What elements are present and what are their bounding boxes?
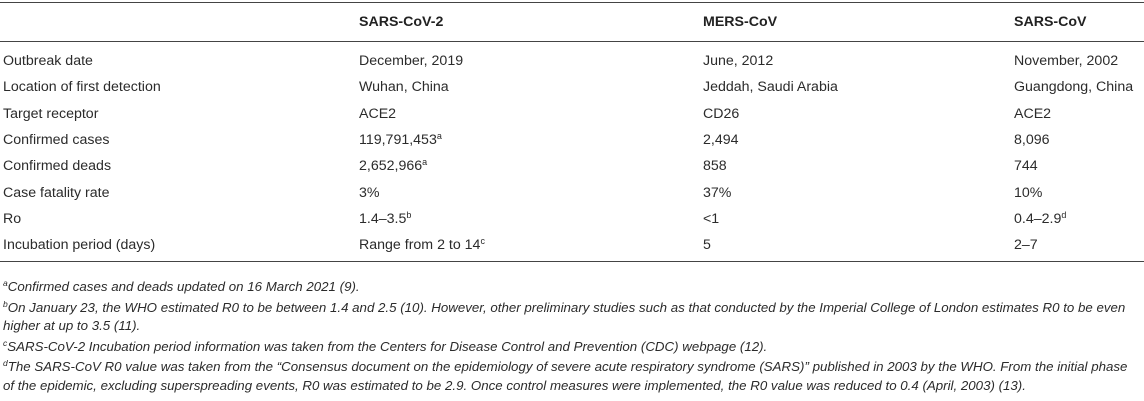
row-label-text: Outbreak date xyxy=(3,53,93,70)
row-label-text: Confirmed cases xyxy=(3,132,110,149)
header-mers-cov: MERS-CoV xyxy=(703,3,1014,42)
table-row xyxy=(0,232,1144,262)
table-row xyxy=(0,153,1144,179)
cell-sars-cov-2-text: Range from 2 to 14 xyxy=(359,237,481,254)
cell-mers-cov-text: 858 xyxy=(703,158,727,175)
footnote-text: The SARS-CoV R0 value was taken from the “Consensus document on the epidemiology of severe acute respiratory syndrome (SARS)” published in 2003 by the WHO. From the initial phase of the epidemic, excluding superspreading events, R0 was estimated to be 2.9. Once control measures were implemented, the R0 value was reduced to 0.4 (April, 2003) (13). xyxy=(3,359,1128,393)
cell-sars-cov-2-text: 3% xyxy=(359,184,380,201)
row-label xyxy=(0,127,359,153)
cell-mers-cov xyxy=(703,232,1014,262)
cell-mers-cov xyxy=(703,206,1014,232)
cell-sars-cov-text: November, 2002 xyxy=(1014,53,1119,70)
table-row xyxy=(0,74,1144,100)
footnote-mark: a xyxy=(3,278,8,288)
cell-sars-cov-2 xyxy=(359,74,703,100)
cell-sars-cov xyxy=(1014,232,1144,262)
cell-sars-cov-2-text: December, 2019 xyxy=(359,53,464,70)
cell-sars-cov-2 xyxy=(359,42,703,75)
row-label xyxy=(0,232,359,262)
row-label-text: Target receptor xyxy=(3,105,99,122)
cell-sars-cov-2 xyxy=(359,101,703,127)
footnote-marker: d xyxy=(1061,209,1067,220)
cell-mers-cov xyxy=(703,127,1014,153)
footnote-text: Confirmed cases and deads updated on 16 March 2021 (9). xyxy=(7,279,360,294)
table-row xyxy=(0,179,1144,205)
footnote-marker: c xyxy=(480,236,485,247)
footnote-marker: a xyxy=(422,157,428,168)
cell-mers-cov xyxy=(703,74,1014,100)
cell-sars-cov-text: 0.4–2.9 xyxy=(1014,210,1062,227)
cell-sars-cov xyxy=(1014,127,1144,153)
row-label-text: Ro xyxy=(3,210,22,227)
table-header-row xyxy=(0,3,1144,42)
cell-sars-cov-2 xyxy=(359,153,703,179)
footnote-mark: b xyxy=(3,298,8,309)
cell-sars-cov-text: Guangdong, China xyxy=(1014,79,1134,96)
table-row xyxy=(0,127,1144,153)
cell-sars-cov-2 xyxy=(359,206,703,232)
cell-sars-cov xyxy=(1014,42,1144,75)
cell-sars-cov-2 xyxy=(359,179,703,205)
footnote-marker: b xyxy=(406,209,412,220)
cell-sars-cov-2-text: 2,652,966 xyxy=(359,158,423,175)
cell-mers-cov-text: CD26 xyxy=(703,105,740,122)
cell-mers-cov-text: 37% xyxy=(703,184,732,201)
footnote xyxy=(3,278,1141,297)
cell-sars-cov-2-text: 1.4–3.5 xyxy=(359,210,407,227)
cell-sars-cov-2-text: ACE2 xyxy=(359,105,397,122)
cell-sars-cov-text: 744 xyxy=(1014,158,1038,175)
row-label xyxy=(0,153,359,179)
footnote-text: SARS-CoV-2 Incubation period information was taken from the Centers for Disease Control and Prevention (CDC) webpage (12). xyxy=(7,338,768,354)
row-label-text: Location of first detection xyxy=(3,79,161,96)
row-label xyxy=(0,74,359,100)
footnote-text: On January 23, the WHO estimated R0 to be between 1.4 and 2.5 (10). However, other preliminary studies such as that conducted by the Imperial College of London estimates R0 to be even higher at up to 3.5 (11). xyxy=(3,299,1126,333)
cell-mers-cov-text: June, 2012 xyxy=(703,53,774,70)
cell-sars-cov-2-text: Wuhan, China xyxy=(359,79,449,96)
header-sars-cov: SARS-CoV xyxy=(1014,3,1144,42)
cell-sars-cov-text: ACE2 xyxy=(1014,105,1052,122)
cell-sars-cov-text: 10% xyxy=(1014,184,1043,201)
footnote xyxy=(3,299,1141,336)
cell-mers-cov xyxy=(703,153,1014,179)
table-row xyxy=(0,42,1144,75)
table-body xyxy=(0,42,1144,262)
row-label-text: Incubation period (days) xyxy=(3,237,156,254)
row-label-text: Case fatality rate xyxy=(3,184,110,201)
cell-sars-cov-2 xyxy=(359,127,703,153)
footnote-mark: c xyxy=(3,337,8,348)
cell-sars-cov xyxy=(1014,206,1144,232)
cell-sars-cov xyxy=(1014,101,1144,127)
cell-mers-cov-text: 2,494 xyxy=(703,132,739,149)
cell-mers-cov xyxy=(703,179,1014,205)
cell-mers-cov xyxy=(703,42,1014,75)
cell-mers-cov-text: <1 xyxy=(703,210,720,227)
footnote xyxy=(3,338,1141,357)
header-sars-cov-2: SARS-CoV-2 xyxy=(359,3,703,42)
footnotes xyxy=(3,278,1141,397)
cell-mers-cov xyxy=(703,101,1014,127)
header-blank xyxy=(0,3,359,42)
table-row xyxy=(0,101,1144,127)
cell-sars-cov-2-text: 119,791,453 xyxy=(359,132,437,149)
cell-sars-cov xyxy=(1014,153,1144,179)
comparison-table xyxy=(0,2,1144,262)
row-label xyxy=(0,42,359,75)
footnote-marker: a xyxy=(436,131,442,142)
row-label-text: Confirmed deads xyxy=(3,158,112,175)
footnote xyxy=(3,358,1141,395)
cell-mers-cov-text: 5 xyxy=(703,237,711,254)
cell-sars-cov xyxy=(1014,179,1144,205)
row-label xyxy=(0,206,359,232)
row-label xyxy=(0,101,359,127)
cell-sars-cov-text: 8,096 xyxy=(1014,132,1050,149)
table-row xyxy=(0,206,1144,232)
cell-sars-cov-text: 2–7 xyxy=(1014,237,1038,254)
footnote-mark: d xyxy=(3,358,8,368)
cell-sars-cov-2 xyxy=(359,232,703,262)
row-label xyxy=(0,179,359,205)
cell-mers-cov-text: Jeddah, Saudi Arabia xyxy=(703,79,838,96)
cell-sars-cov xyxy=(1014,74,1144,100)
